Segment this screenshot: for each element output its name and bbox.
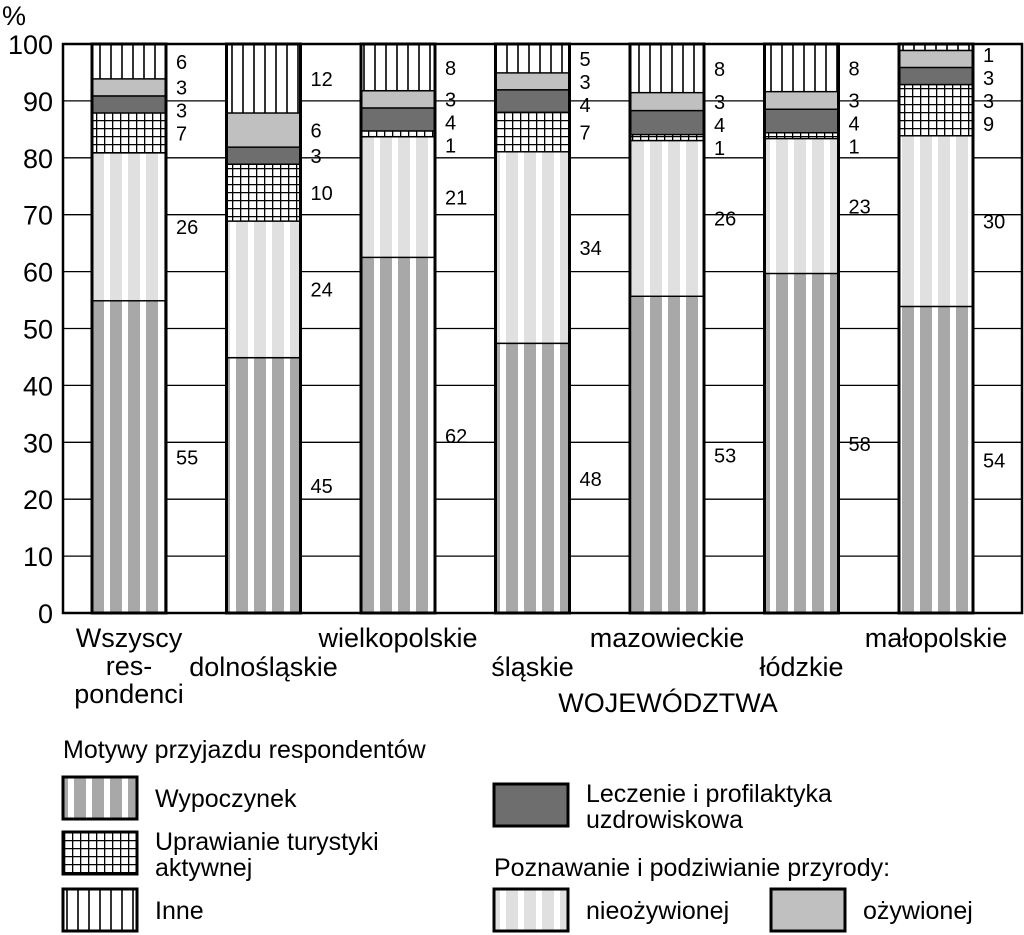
legend-label: uzdrowiskowa xyxy=(586,806,744,834)
bar-segment xyxy=(496,112,570,151)
bar-segment xyxy=(496,151,570,343)
y-tick-label: 60 xyxy=(22,257,53,288)
bar-segment xyxy=(899,135,973,306)
value-label: 26 xyxy=(176,217,199,240)
legend-subtitle: Poznawanie i podziwianie przyrody: xyxy=(494,854,891,882)
value-label: 4 xyxy=(714,114,726,137)
legend-label: ożywionej xyxy=(863,897,973,925)
bar-label-group xyxy=(311,69,333,498)
bar-segment xyxy=(899,306,973,613)
value-label: 30 xyxy=(983,211,1006,234)
value-label: 3 xyxy=(983,91,995,113)
value-label: 3 xyxy=(579,72,591,95)
category-label: śląskie xyxy=(491,652,574,682)
bar-segment xyxy=(496,343,570,613)
legend-swatch-wypoczynek xyxy=(63,777,137,819)
y-tick-label: 10 xyxy=(22,542,53,573)
category-label: dolnośląskie xyxy=(189,652,338,682)
value-label: 5 xyxy=(579,49,591,72)
y-tick-label: 30 xyxy=(22,428,53,459)
bar-segment xyxy=(227,44,301,112)
bar-label-group xyxy=(580,49,602,491)
value-label: 8 xyxy=(848,58,860,81)
value-label: 10 xyxy=(310,182,333,205)
value-label: 3 xyxy=(445,89,457,112)
bar-segment xyxy=(630,140,704,296)
value-label: 7 xyxy=(176,123,188,146)
bar-segment xyxy=(227,112,301,146)
bar-segment xyxy=(765,109,839,132)
bar-label-group xyxy=(983,45,1005,472)
bar-segment xyxy=(630,110,704,134)
bar-group xyxy=(630,44,704,613)
value-label: 21 xyxy=(445,187,468,210)
y-tick-label: 80 xyxy=(22,143,53,174)
bar-group xyxy=(899,44,973,613)
bar-segment xyxy=(92,300,166,613)
y-tick-label: 70 xyxy=(22,200,53,231)
value-label: 3 xyxy=(848,90,860,113)
legend-swatch-inne xyxy=(63,889,137,931)
y-tick-label: 50 xyxy=(22,314,53,345)
category-label: Wszyscy xyxy=(75,623,183,653)
bar-segment xyxy=(227,357,301,613)
category-label: małopolskie xyxy=(864,623,1008,653)
value-label: 55 xyxy=(176,447,199,470)
value-label: 54 xyxy=(983,450,1006,473)
value-label: 9 xyxy=(983,114,995,136)
bar-group xyxy=(361,44,435,613)
bar-segment xyxy=(899,84,973,135)
legend-label: Leczenie i profilaktyka xyxy=(586,780,832,808)
value-label: 1 xyxy=(848,136,860,159)
bar-segment xyxy=(765,44,839,91)
category-label: wielkopolskie xyxy=(318,623,478,653)
value-label: 3 xyxy=(310,145,322,168)
bar-segment xyxy=(92,44,166,78)
value-label: 45 xyxy=(310,475,333,498)
category-label: łódzkie xyxy=(759,652,844,682)
bar-segment xyxy=(765,91,839,109)
legend-label: aktywnej xyxy=(155,854,253,882)
bar-label-group xyxy=(176,52,198,469)
value-label: 1 xyxy=(445,135,457,158)
legend-swatch-nieozywionej xyxy=(494,889,568,931)
category-label: pondenci xyxy=(74,679,184,709)
bar-label-group xyxy=(714,59,736,467)
y-tick-label: 40 xyxy=(22,371,53,402)
value-label: 7 xyxy=(579,122,591,145)
value-label: 3 xyxy=(983,68,995,90)
bar-segment xyxy=(496,89,570,112)
bar-segment xyxy=(361,107,435,130)
bar-segment xyxy=(630,92,704,110)
value-label: 3 xyxy=(714,91,726,114)
value-label: 4 xyxy=(445,112,457,135)
category-label: mazowieckie xyxy=(589,623,745,653)
y-tick-label: 0 xyxy=(37,599,53,629)
y-tick-label: 20 xyxy=(22,485,53,516)
bar-segment xyxy=(361,44,435,90)
value-label: 3 xyxy=(176,100,188,123)
legend-label: Inne xyxy=(155,897,204,925)
legend-label: Uprawianie turystyki xyxy=(155,828,379,856)
bar-segment xyxy=(765,138,839,273)
bar-segment xyxy=(361,90,435,107)
bar-group xyxy=(92,44,166,613)
y-unit-label: % xyxy=(2,1,27,31)
bar-segment xyxy=(361,136,435,257)
value-label: 4 xyxy=(579,95,591,118)
legend-swatch-ozywionej xyxy=(771,889,845,931)
value-label: 8 xyxy=(714,58,726,81)
value-label: 53 xyxy=(714,445,737,468)
legend-label: Wypoczynek xyxy=(155,785,297,813)
value-label: 6 xyxy=(176,52,188,75)
value-label: 12 xyxy=(310,69,333,92)
bar-segment xyxy=(92,78,166,95)
value-label: 34 xyxy=(579,237,602,260)
bar-segment xyxy=(361,257,435,613)
bar-segment xyxy=(92,152,166,300)
value-label: 4 xyxy=(848,113,860,136)
value-label: 23 xyxy=(848,196,871,219)
bar-segment xyxy=(496,44,570,72)
category-label: res- xyxy=(105,651,153,681)
bar-segment xyxy=(899,50,973,67)
bar-segment xyxy=(765,273,839,613)
bar-segment xyxy=(227,146,301,163)
y-tick-label: 90 xyxy=(22,86,53,117)
value-label: 24 xyxy=(310,279,333,302)
value-label: 8 xyxy=(445,57,457,80)
value-label: 3 xyxy=(176,77,188,100)
bar-group xyxy=(496,44,570,613)
bar-segment xyxy=(630,296,704,613)
legend-label: nieożywionej xyxy=(586,897,730,925)
bar-segment xyxy=(92,112,166,152)
bar-segment xyxy=(227,163,301,220)
bar-segment xyxy=(630,44,704,92)
bar-group xyxy=(227,44,301,613)
bar-group xyxy=(765,44,839,613)
bar-segment xyxy=(227,220,301,357)
bar-segment xyxy=(899,67,973,84)
x-axis-title: WOJEWÓDZTWA xyxy=(558,688,778,718)
legend-swatch-leczenie xyxy=(494,784,568,826)
bar-segment xyxy=(496,72,570,89)
bar-label-group xyxy=(849,58,871,455)
bar-segment xyxy=(92,95,166,112)
value-label: 26 xyxy=(714,208,737,231)
value-label: 62 xyxy=(445,425,468,448)
legend-swatch-turystyka xyxy=(63,832,137,874)
value-label: 58 xyxy=(848,433,871,456)
y-tick-label: 100 xyxy=(7,30,53,60)
value-label: 1 xyxy=(983,45,995,67)
value-label: 6 xyxy=(310,120,322,143)
value-label: 48 xyxy=(579,468,602,491)
bar-label-group xyxy=(445,58,467,448)
value-label: 1 xyxy=(714,137,726,160)
legend-title: Motywy przyjazdu respondentów xyxy=(63,736,426,764)
